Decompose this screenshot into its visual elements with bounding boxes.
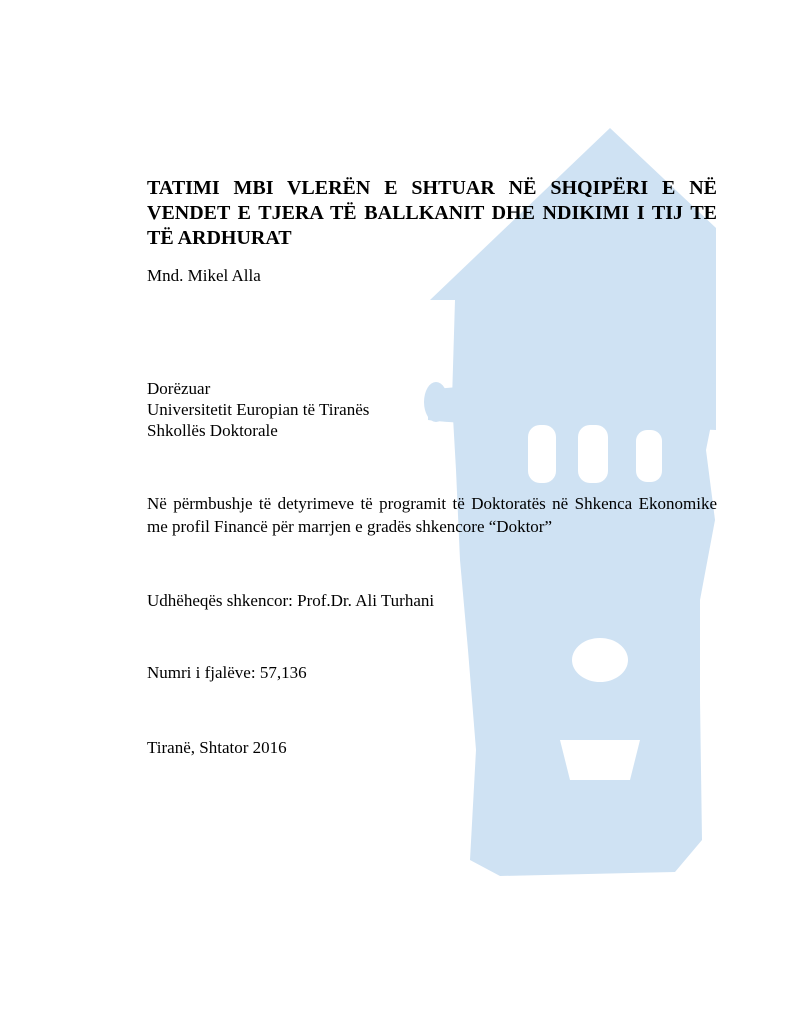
- word-count: Numri i fjalëve: 57,136: [147, 663, 307, 682]
- author-name: Mnd. Mikel Alla: [147, 266, 261, 285]
- thesis-title: TATIMI MBI VLERËN E SHTUAR NË SHQIPËRI E NË VENDET E TJERA TË BALLKANIT DHE NDIKIMI I TIJ TE TË ARDHURAT: [147, 177, 717, 249]
- submitted-label: Dorëzuar: [147, 379, 211, 398]
- school-name: Shkollës Doktorale: [147, 421, 278, 440]
- university-name: Universitetit Europian të Tiranës: [147, 400, 370, 419]
- supervisor-line: Udhëheqës shkencor: Prof.Dr. Ali Turhani: [147, 591, 435, 610]
- fulfillment-statement: Në përmbushje të detyrimeve të programit të Doktoratës në Shkenca Ekonomike me profil Financë për marrjen e gradës shkencore “Doktor”: [147, 494, 717, 536]
- place-date: Tiranë, Shtator 2016: [147, 738, 287, 757]
